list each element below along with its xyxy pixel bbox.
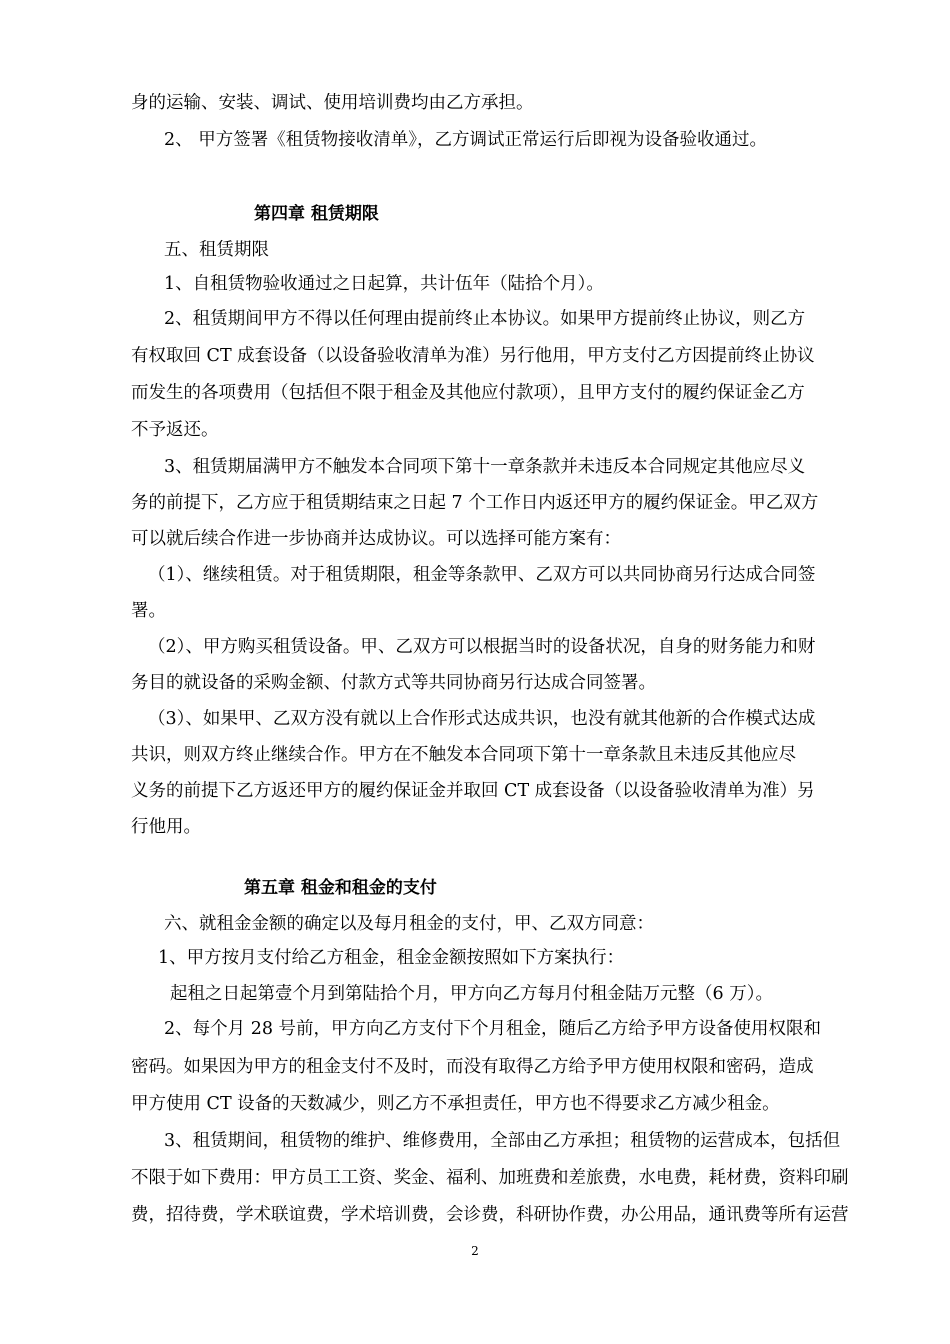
text-line: 1、甲方按月支付给乙方租金，租金金额按照如下方案执行： xyxy=(158,948,625,968)
section-heading: 五、租赁期限 xyxy=(164,240,269,260)
text-line: 署。 xyxy=(131,601,166,621)
page-number: 2 xyxy=(471,1244,479,1258)
section-heading: 六、就租金金额的确定以及每月租金的支付，甲、乙双方同意： xyxy=(164,914,654,934)
text-line: 甲方使用 CT 设备的天数减少，则乙方不承担责任，甲方也不得要求乙方减少租金。 xyxy=(131,1094,780,1114)
text-line: 1、自租赁物验收通过之日起算，共计伍年（陆拾个月）。 xyxy=(164,274,604,294)
text-line: 2、 甲方签署《租赁物接收清单》，乙方调试正常运行后即视为设备验收通过。 xyxy=(164,130,767,150)
text-line: 2、每个月 28 号前，甲方向乙方支付下个月租金，随后乙方给予甲方设备使用权限和 xyxy=(164,1019,822,1039)
text-line: 行他用。 xyxy=(131,817,201,837)
text-line: 费，招待费，学术联谊费，学术培训费，会诊费，科研协作费，办公用品，通讯费等所有运营 xyxy=(131,1205,849,1225)
text-line: 可以就后续合作进一步协商并达成协议。可以选择可能方案有： xyxy=(131,529,621,549)
text-line: 务的前提下，乙方应于租赁期结束之日起 7 个工作日内返还甲方的履约保证金。甲乙双方 xyxy=(131,493,819,513)
text-line: 3、租赁期间，租赁物的维护、维修费用，全部由乙方承担；租赁物的运营成本，包括但 xyxy=(164,1131,841,1151)
chapter-heading: 第五章 租金和租金的支付 xyxy=(244,878,437,898)
text-line: （3）、如果甲、乙双方没有就以上合作形式达成共识，也没有就其他新的合作模式达成 xyxy=(148,709,816,729)
text-line: 起租之日起第壹个月到第陆拾个月，甲方向乙方每月付租金陆万元整（6 万）。 xyxy=(170,984,773,1004)
text-line: 义务的前提下乙方返还甲方的履约保证金并取回 CT 成套设备（以设备验收清单为准）另 xyxy=(131,781,815,801)
text-line: 不限于如下费用：甲方员工工资、奖金、福利、加班费和差旅费，水电费，耗材费，资料印刷 xyxy=(131,1168,849,1188)
text-line: 身的运输、安装、调试、使用培训费均由乙方承担。 xyxy=(131,93,534,113)
text-line: 3、租赁期届满甲方不触发本合同项下第十一章条款并未违反本合同规定其他应尽义 xyxy=(164,457,806,477)
text-line: 而发生的各项费用（包括但不限于租金及其他应付款项），且甲方支付的履约保证金乙方 xyxy=(131,383,805,403)
text-line: 有权取回 CT 成套设备（以设备验收清单为准）另行他用，甲方支付乙方因提前终止协议 xyxy=(131,346,815,366)
text-line: （2）、甲方购买租赁设备。甲、乙双方可以根据当时的设备状况，自身的财务能力和财 xyxy=(148,637,816,657)
text-line: 共识，则双方终止继续合作。甲方在不触发本合同项下第十一章条款且未违反其他应尽 xyxy=(131,745,796,765)
text-line: 务目的就设备的采购金额、付款方式等共同协商另行达成合同签署。 xyxy=(131,673,656,693)
text-line: （1）、继续租赁。对于租赁期限，租金等条款甲、乙双方可以共同协商另行达成合同签 xyxy=(148,565,816,585)
chapter-heading: 第四章 租赁期限 xyxy=(254,204,379,224)
text-line: 2、租赁期间甲方不得以任何理由提前终止本协议。如果甲方提前终止协议，则乙方 xyxy=(164,309,806,329)
text-line: 密码。如果因为甲方的租金支付不及时，而没有取得乙方给予甲方使用权限和密码，造成 xyxy=(131,1057,814,1077)
text-line: 不予返还。 xyxy=(131,420,219,440)
